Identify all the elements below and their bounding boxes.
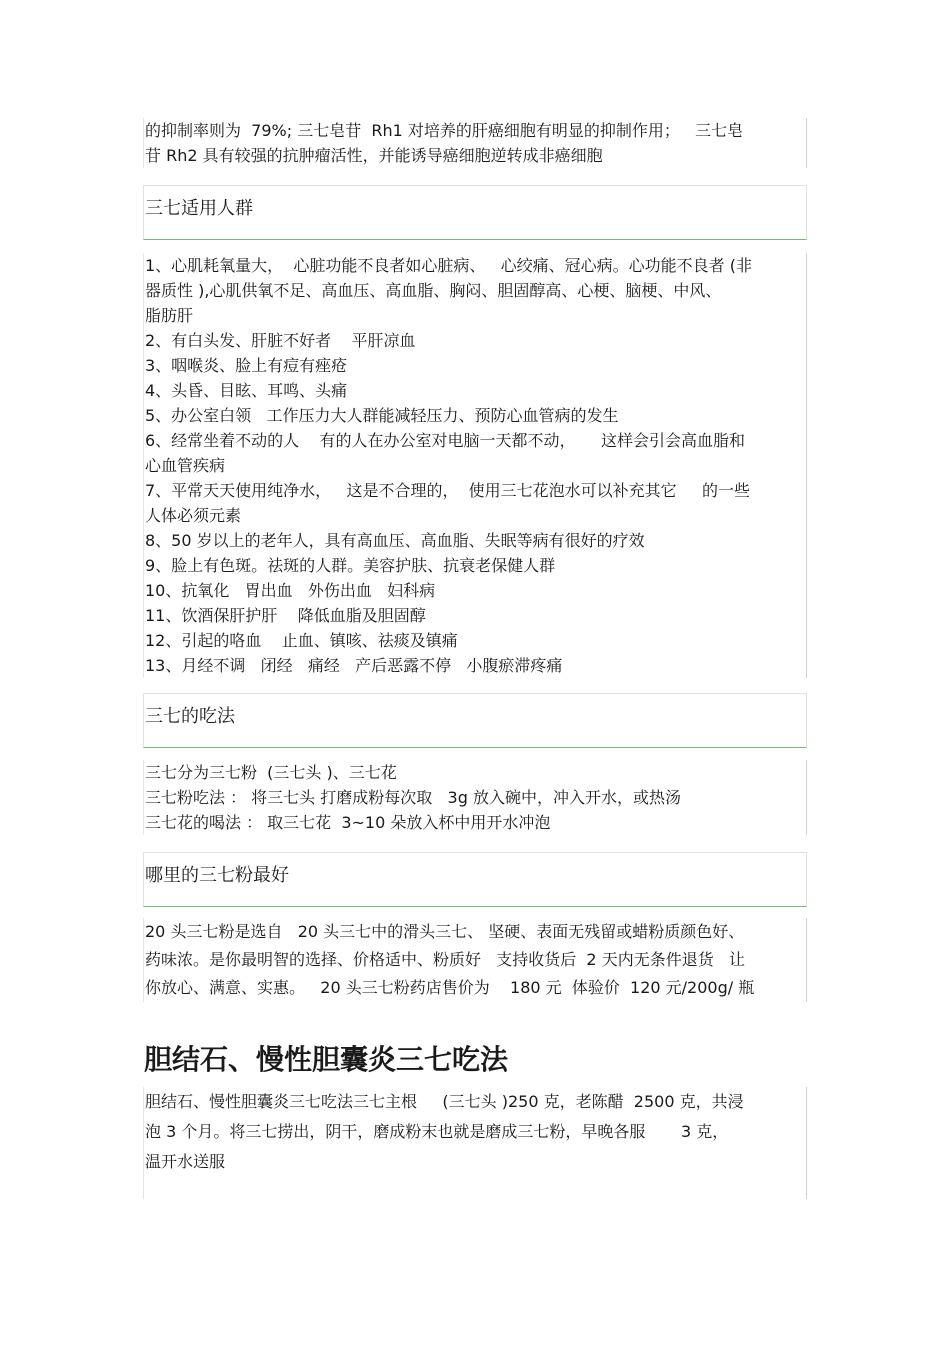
paragraph-line: 三七粉吃法 ： 将三七头 打磨成粉每次取 3g 放入碗中，冲入开水，或热汤 xyxy=(145,788,681,807)
list-line: 9、脸上有色斑。祛斑的人群。美容护肤、抗衰老保健人群 xyxy=(145,556,556,575)
list-line: 7、平常天天使用纯净水， 这是不合理的， 使用三七花泡水可以补充其它 的一些 xyxy=(145,481,751,500)
list-line: 10、抗氧化 胃出血 外伤出血 妇科病 xyxy=(145,581,436,600)
how-to-eat-paragraph xyxy=(143,760,807,835)
section-title: 胆结石、慢性胆囊炎三七吃法 xyxy=(144,1043,509,1076)
intro-line: 苷 Rh2 具有较强的抗肿瘤活性，并能诱导癌细胞逆转成非癌细胞 xyxy=(145,146,603,165)
paragraph-line: 三七分为三七粉 (三七头 )、三七花 xyxy=(145,763,397,782)
paragraph-line: 三七花的喝法 ： 取三七花 3~10 朵放入杯中用开水冲泡 xyxy=(145,813,551,832)
section-heading-text: 三七适用人群 xyxy=(145,198,253,219)
section-heading-text: 三七的吃法 xyxy=(145,706,235,727)
list-line: 4、头昏、目眩、耳鸣、头痛 xyxy=(145,381,348,400)
list-line: 2、有白头发、肝脏不好者 平肝凉血 xyxy=(145,331,416,350)
list-line: 5、办公室白领 工作压力大人群能减轻压力、预防心血管病的发生 xyxy=(145,406,619,425)
intro-line: 的抑制率则为 79%; 三七皂苷 Rh1 对培养的肝癌细胞有明显的抑制作用； 三七皂 xyxy=(145,121,744,140)
suitable-people-list xyxy=(143,253,807,678)
list-line: 3、咽喉炎、脸上有痘有痤疮 xyxy=(145,356,348,375)
best-powder-paragraph xyxy=(143,918,807,1002)
list-line: 1、心肌耗氧量大， 心脏功能不良者如心脏病、 心绞痛、冠心病。心功能不良者 (非 xyxy=(145,256,752,275)
list-line: 心血管疾病 xyxy=(145,456,226,475)
gallstone-paragraph xyxy=(143,1087,807,1199)
paragraph-line: 药味浓。是你最明智的选择、价格适中、粉质好 支持收货后 2 天内无条件退货 让 xyxy=(145,950,745,969)
list-line: 11、饮酒保肝护肝 降低血脂及胆固醇 xyxy=(145,606,426,625)
list-line: 13、月经不调 闭经 痛经 产后恶露不停 小腹瘀滞疼痛 xyxy=(145,656,563,675)
paragraph-line: 泡 3 个月。将三七捞出，阴干，磨成粉末也就是磨成三七粉，早晚各服 3 克， xyxy=(145,1122,729,1141)
section-heading-suitable-people xyxy=(143,185,807,240)
list-line: 人体必须元素 xyxy=(145,506,242,525)
list-line: 器质性 ),心肌供氧不足、高血压、高血脂、胸闷、胆固醇高、心梗、脑梗、中风、 xyxy=(145,281,722,300)
list-line: 6、经常坐着不动的人 有的人在办公室对电脑一天都不动， 这样会引会高血脂和 xyxy=(145,431,745,450)
paragraph-line: 胆结石、慢性胆囊炎三七吃法三七主根 (三七头 )250 克，老陈醋 2500 克，共浸 xyxy=(145,1092,744,1111)
list-line: 脂肪肝 xyxy=(145,306,194,325)
gallstone-section xyxy=(143,1040,807,1080)
paragraph-line: 温开水送服 xyxy=(145,1152,226,1171)
intro-paragraph xyxy=(143,118,807,168)
section-heading-text: 哪里的三七粉最好 xyxy=(145,865,289,886)
section-heading-how-to-eat xyxy=(143,693,807,748)
paragraph-line: 20 头三七粉是选自 20 头三七中的滑头三七、 坚硬、表面无残留或蜡粉质颜色好、 xyxy=(145,922,745,941)
list-line: 12、引起的咯血 止血、镇咳、祛痰及镇痛 xyxy=(145,631,458,650)
paragraph-line: 你放心、满意、实惠。 20 头三七粉药店售价为 180 元 体验价 120 元/200g/ 瓶 xyxy=(145,978,755,997)
list-line: 8、50 岁以上的老年人，具有高血压、高血脂、失眠等病有很好的疗效 xyxy=(145,531,645,550)
section-heading-best-powder xyxy=(143,852,807,907)
